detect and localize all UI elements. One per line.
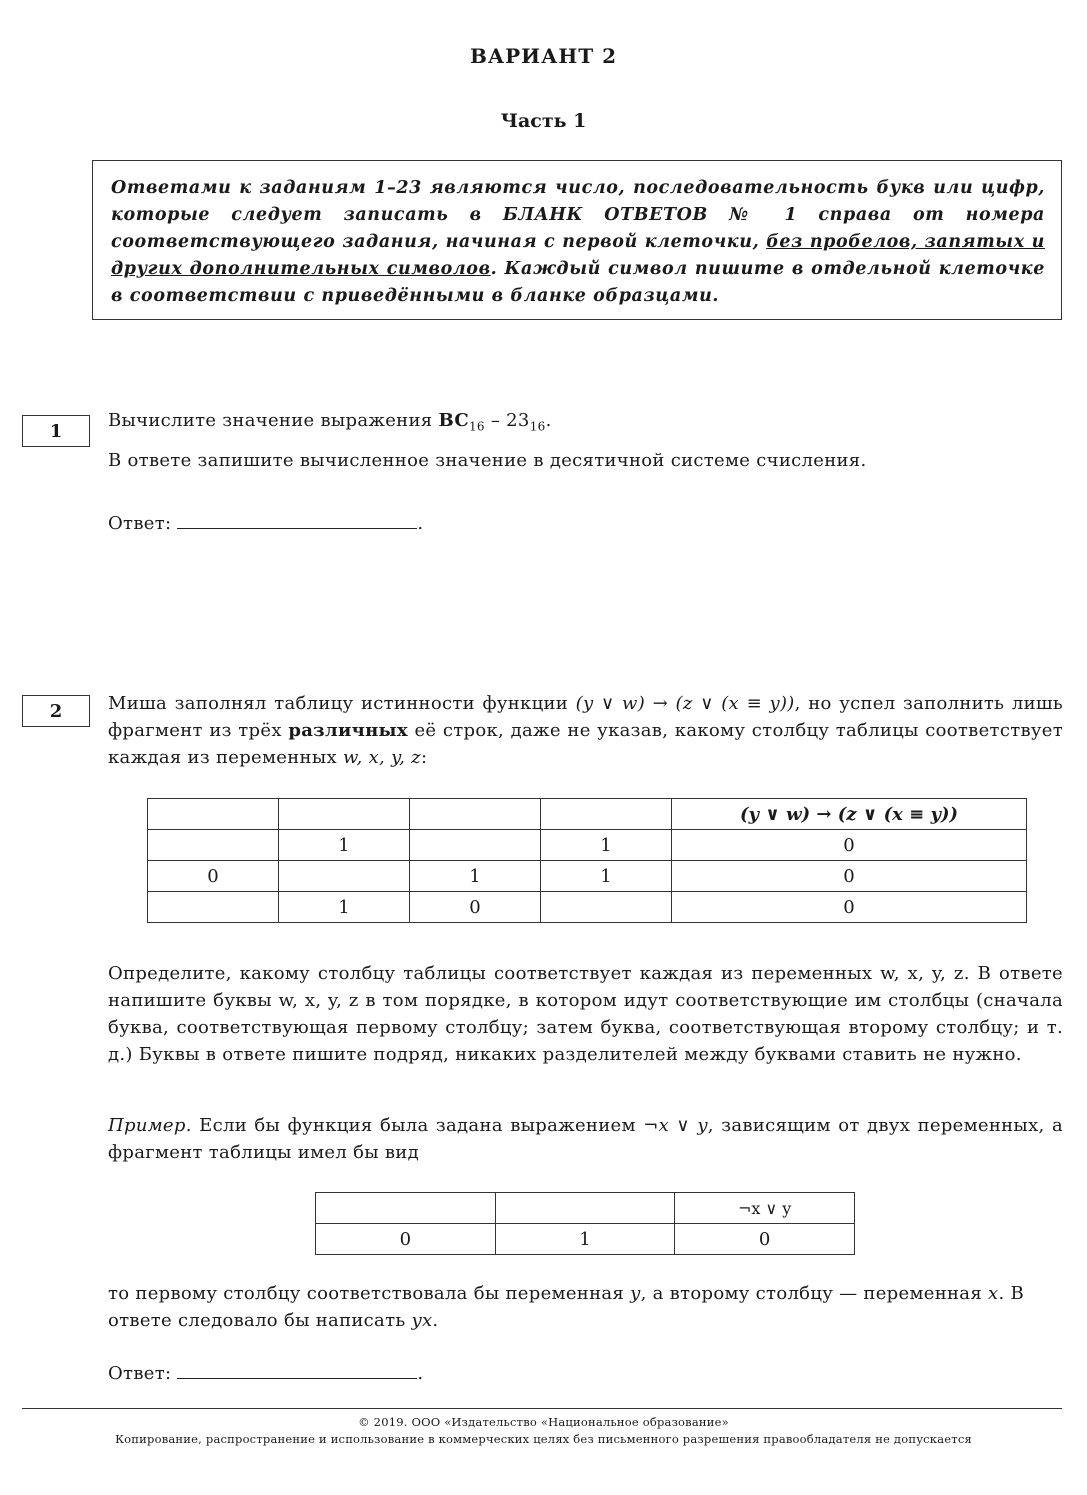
answer-label: Ответ: <box>108 513 172 534</box>
truth-table-cell: 0 <box>148 861 279 892</box>
truth-table-cell: 1 <box>279 892 410 923</box>
truth-table-cell <box>279 861 410 892</box>
instructions-text-end: . Каждый символ пишите в отдельной клеточке в соответствии с приведёнными в бланке образцами. <box>111 259 1045 306</box>
truth-table <box>147 798 1027 923</box>
truth-table-cell <box>410 799 541 830</box>
task2-answer: Ответ: . <box>108 1360 423 1387</box>
task1-answer-field[interactable] <box>177 510 417 529</box>
footer-divider <box>22 1408 1062 1409</box>
example-table-cell: 0 <box>675 1224 855 1255</box>
truth-table-cell <box>148 830 279 861</box>
truth-table-cell: 0 <box>672 892 1027 923</box>
task1-instruction: В ответе запишите вычисленное значение в десятичной системе счисления. <box>108 450 867 471</box>
truth-table-cell <box>279 799 410 830</box>
task2-example: Пример. Если бы функция была задана выражением ¬x ∨ y, зависящим от двух переменных, а фрагмент таблицы имел бы вид <box>108 1115 1063 1163</box>
truth-table-cell <box>541 799 672 830</box>
task2-formula: (y ∨ w) → (z ∨ (x ≡ y)) <box>575 693 795 714</box>
truth-table-cell: 0 <box>672 830 1027 861</box>
example-table-cell: ¬x ∨ y <box>675 1193 855 1224</box>
truth-table-cell <box>541 892 672 923</box>
variant-title: ВАРИАНТ 2 <box>469 44 618 68</box>
truth-table-cell: 0 <box>410 892 541 923</box>
example-table-header-row <box>316 1193 855 1224</box>
part-title: Часть 1 <box>500 110 587 132</box>
example-label: Пример <box>108 1115 186 1136</box>
truth-table-cell: 1 <box>410 861 541 892</box>
task2-bold-word: различных <box>288 720 408 741</box>
truth-table-cell <box>148 799 279 830</box>
instructions-text: Ответами к заданиям 1–23 являются число, последовательность букв или цифр, которые следует записать в БЛАНК ОТВЕТОВ № 1 справа от номера соответствующего задания, начиная с первой клеточки, <box>111 178 1045 252</box>
example-table <box>315 1192 855 1255</box>
task1-number-box: 1 <box>22 415 90 447</box>
task1-hex-b: 23 <box>506 410 530 431</box>
truth-table-row <box>148 830 1027 861</box>
example-table-cell <box>495 1193 675 1224</box>
task2-answer-field[interactable] <box>177 1360 417 1379</box>
truth-table-cell: (y ∨ w) → (z ∨ (x ≡ y)) <box>672 799 1027 830</box>
answer-label: Ответ: <box>108 1363 172 1384</box>
task1-statement: Вычислите значение выражения $BC_{16} - 23_{16}$. <box>108 410 552 434</box>
example-table-cell: 1 <box>495 1224 675 1255</box>
task2-number-box: 2 <box>22 695 90 727</box>
truth-table-header-row <box>148 799 1027 830</box>
example-table-cell: 0 <box>316 1224 496 1255</box>
truth-table-cell: 0 <box>672 861 1027 892</box>
truth-table-row <box>148 861 1027 892</box>
truth-table-row <box>148 892 1027 923</box>
footer-notice: Копирование, распространение и использование в коммерческих целях без письменного разрешения правообладателя не допускается <box>115 1432 972 1446</box>
footer-copyright: © 2019. ООО «Издательство «Национальное образование» <box>358 1415 729 1429</box>
task2-paragraph: Определите, какому столбцу таблицы соответствует каждая из переменных w, x, y, z. В ответе напишите буквы w, x, y, z в том порядке, в котором идут соответствующие им столбцы (сначала буква, соответствующая первому столбцу; затем буква, соответствующая второму столбцу; и т. д.) Буквы в ответе пишите подряд, никаких разделителей между буквами ставить не нужно. <box>108 963 1063 1065</box>
task1-answer: Ответ: . <box>108 510 423 537</box>
truth-table-cell: 1 <box>541 861 672 892</box>
instructions-box <box>92 160 1062 320</box>
example-table-row <box>316 1224 855 1255</box>
truth-table-cell: 1 <box>279 830 410 861</box>
task2-conclusion: то первому столбцу соответствовала бы переменная y, а второму столбцу — переменная x. В ответе следовало бы написать yx. <box>108 1283 1025 1331</box>
truth-table-cell: 1 <box>541 830 672 861</box>
task2-intro: Миша заполнял таблицу истинности функции (y ∨ w) → (z ∨ (x ≡ y)), но успел заполнить лишь фрагмент из трёх различных её строк, даже не указав, какому столбцу таблицы соответствует каждая из переменных w, x, y, z: <box>108 693 1064 768</box>
task1-hex-a: BC <box>438 410 469 431</box>
instructions-underlined: без пробелов, запятых и других дополнительных символов <box>111 232 1045 279</box>
example-table-cell <box>316 1193 496 1224</box>
truth-table-cell <box>148 892 279 923</box>
truth-table-cell <box>410 830 541 861</box>
